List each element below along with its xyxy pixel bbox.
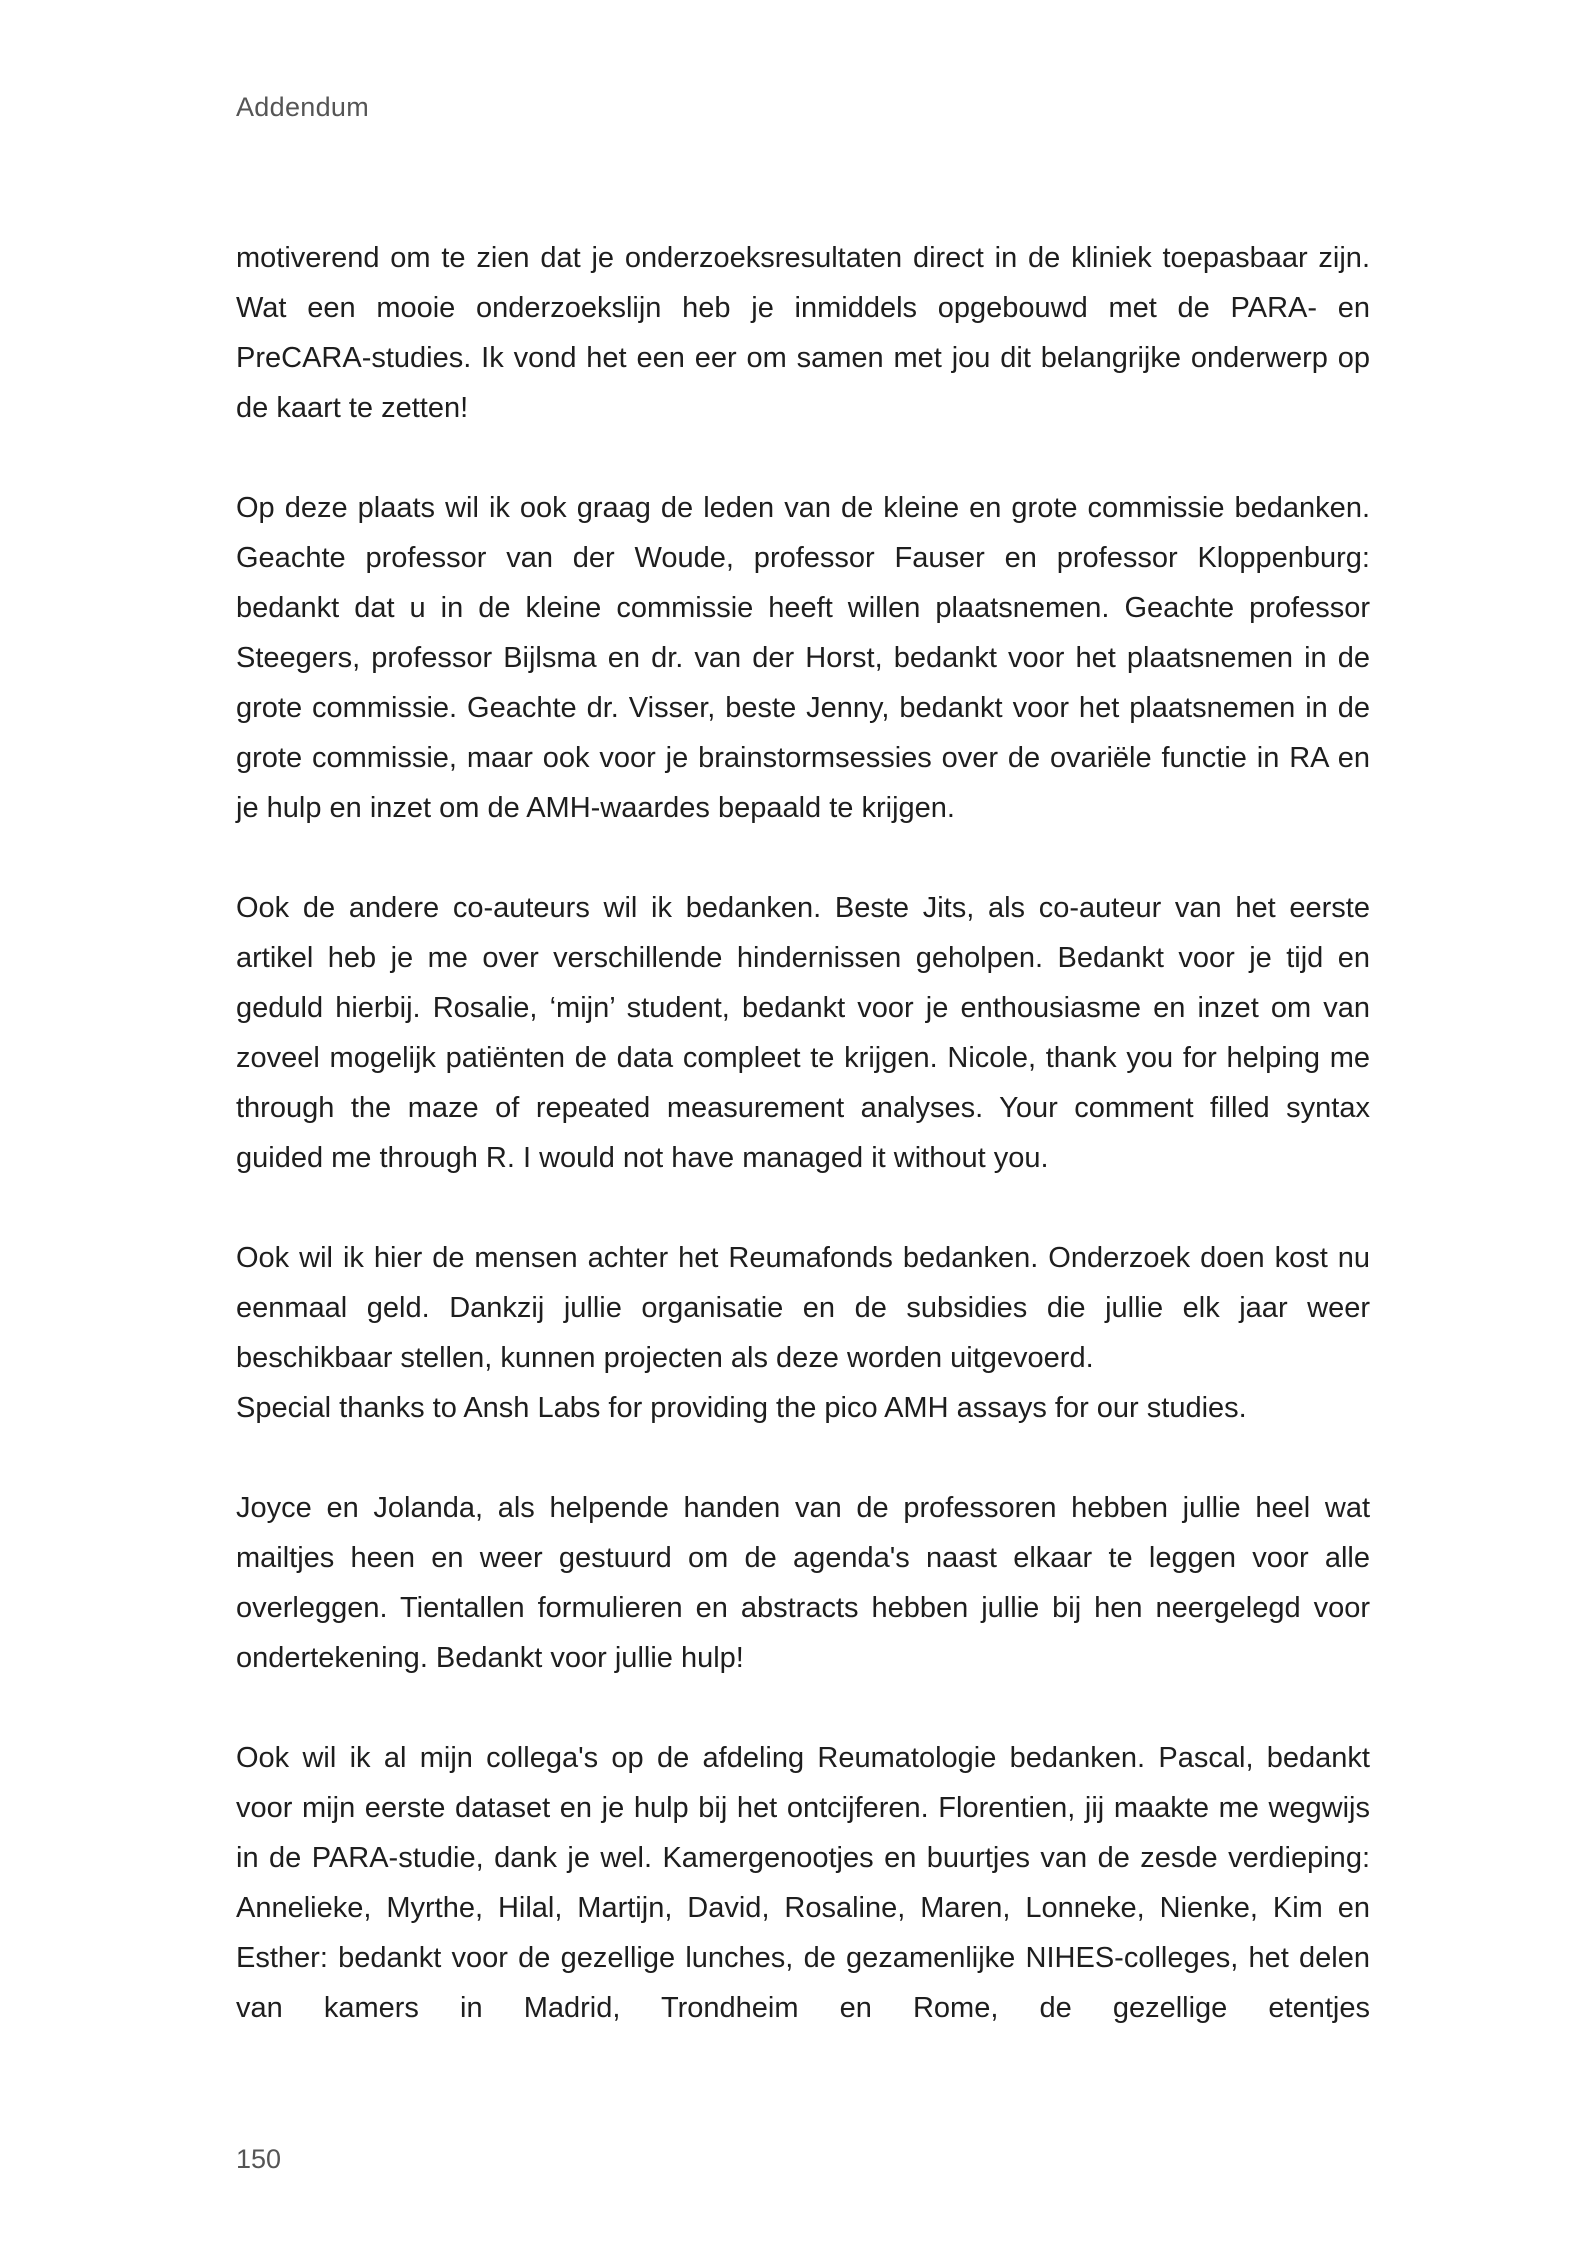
paragraph-coauthors-thanks: Ook de andere co-auteurs wil ik bedanken. Beste Jits, als co-auteur van het eerste artikel heb je me over verschillende hindernissen geholpen. Bedankt voor je tijd en geduld hierbij. Rosalie, ‘mijn’ student, bedankt voor je enthousiasme en inzet om van zoveel mogelijk patiënten de data compleet te krijgen. Nicole, thank you for helping me through the maze of repeated measurement analyses. Your comment filled syntax guided me through R. I would not have managed it without you. (236, 892, 1370, 1174)
paragraph-funding-thanks (236, 1233, 1370, 1433)
paragraph-ansh-labs-line: Special thanks to Ansh Labs for providing the pico AMH assays for our studies. (236, 1392, 1247, 1424)
paragraph-committee-thanks: Op deze plaats wil ik ook graag de leden van de kleine en grote commissie bedanken. Geachte professor van der Woude, professor Fauser en professor Kloppenburg: bedankt dat u in de kleine commissie heeft willen plaatsnemen. Geachte professor Steegers, professor Bijlsma en dr. van der Horst, bedankt voor het plaatsnemen in de grote commissie. Geachte dr. Visser, beste Jenny, bedankt voor het plaatsnemen in de grote commissie, maar ook voor je brainstormsessies over de ovariële functie in RA en je hulp en inzet om de AMH-waardes bepaald te krijgen. (236, 492, 1370, 824)
page-number: 150 (236, 2144, 282, 2174)
paragraph-funding-line: Ook wil ik hier de mensen achter het Reumafonds bedanken. Onderzoek doen kost nu eenmaal geld. Dankzij jullie organisatie en de subsidies die jullie elk jaar weer beschikbaar stellen, kunnen projecten als deze worden uitgevoerd. (236, 1242, 1370, 1374)
paragraph-advisor-thanks: motiverend om te zien dat je onderzoeksresultaten direct in de kliniek toepasbaar zijn. Wat een mooie onderzoekslijn heb je inmiddels opgebouwd met de PARA- en PreCARA-studies. Ik vond het een eer om samen met jou dit belangrijke onderwerp op de kaart te zetten! (236, 242, 1370, 424)
paragraph-secretaries-thanks: Joyce en Jolanda, als helpende handen van de professoren hebben jullie heel wat mailtjes heen en weer gestuurd om de agenda's naast elkaar te leggen voor alle overleggen. Tientallen formulieren en abstracts hebben jullie bij hen neergelegd voor ondertekening. Bedankt voor jullie hulp! (236, 1492, 1370, 1674)
body-text (236, 233, 1370, 2083)
running-header-title: Addendum (236, 92, 369, 122)
paragraph-colleagues-thanks: Ook wil ik al mijn collega's op de afdeling Reumatologie bedanken. Pascal, bedankt voor mijn eerste dataset en je hulp bij het ontcijferen. Florentien, jij maakte me wegwijs in de PARA-studie, dank je wel. Kamergenootjes en buurtjes van de zesde verdieping: Annelieke, Myrthe, Hilal, Martijn, David, Rosaline, Maren, Lonneke, Nienke, Kim en Esther: bedankt voor de gezellige lunches, de gezamenlijke NIHES-colleges, het delen van kamers in Madrid, Trondheim en Rome, de gezellige etentjes (236, 1742, 1370, 2024)
